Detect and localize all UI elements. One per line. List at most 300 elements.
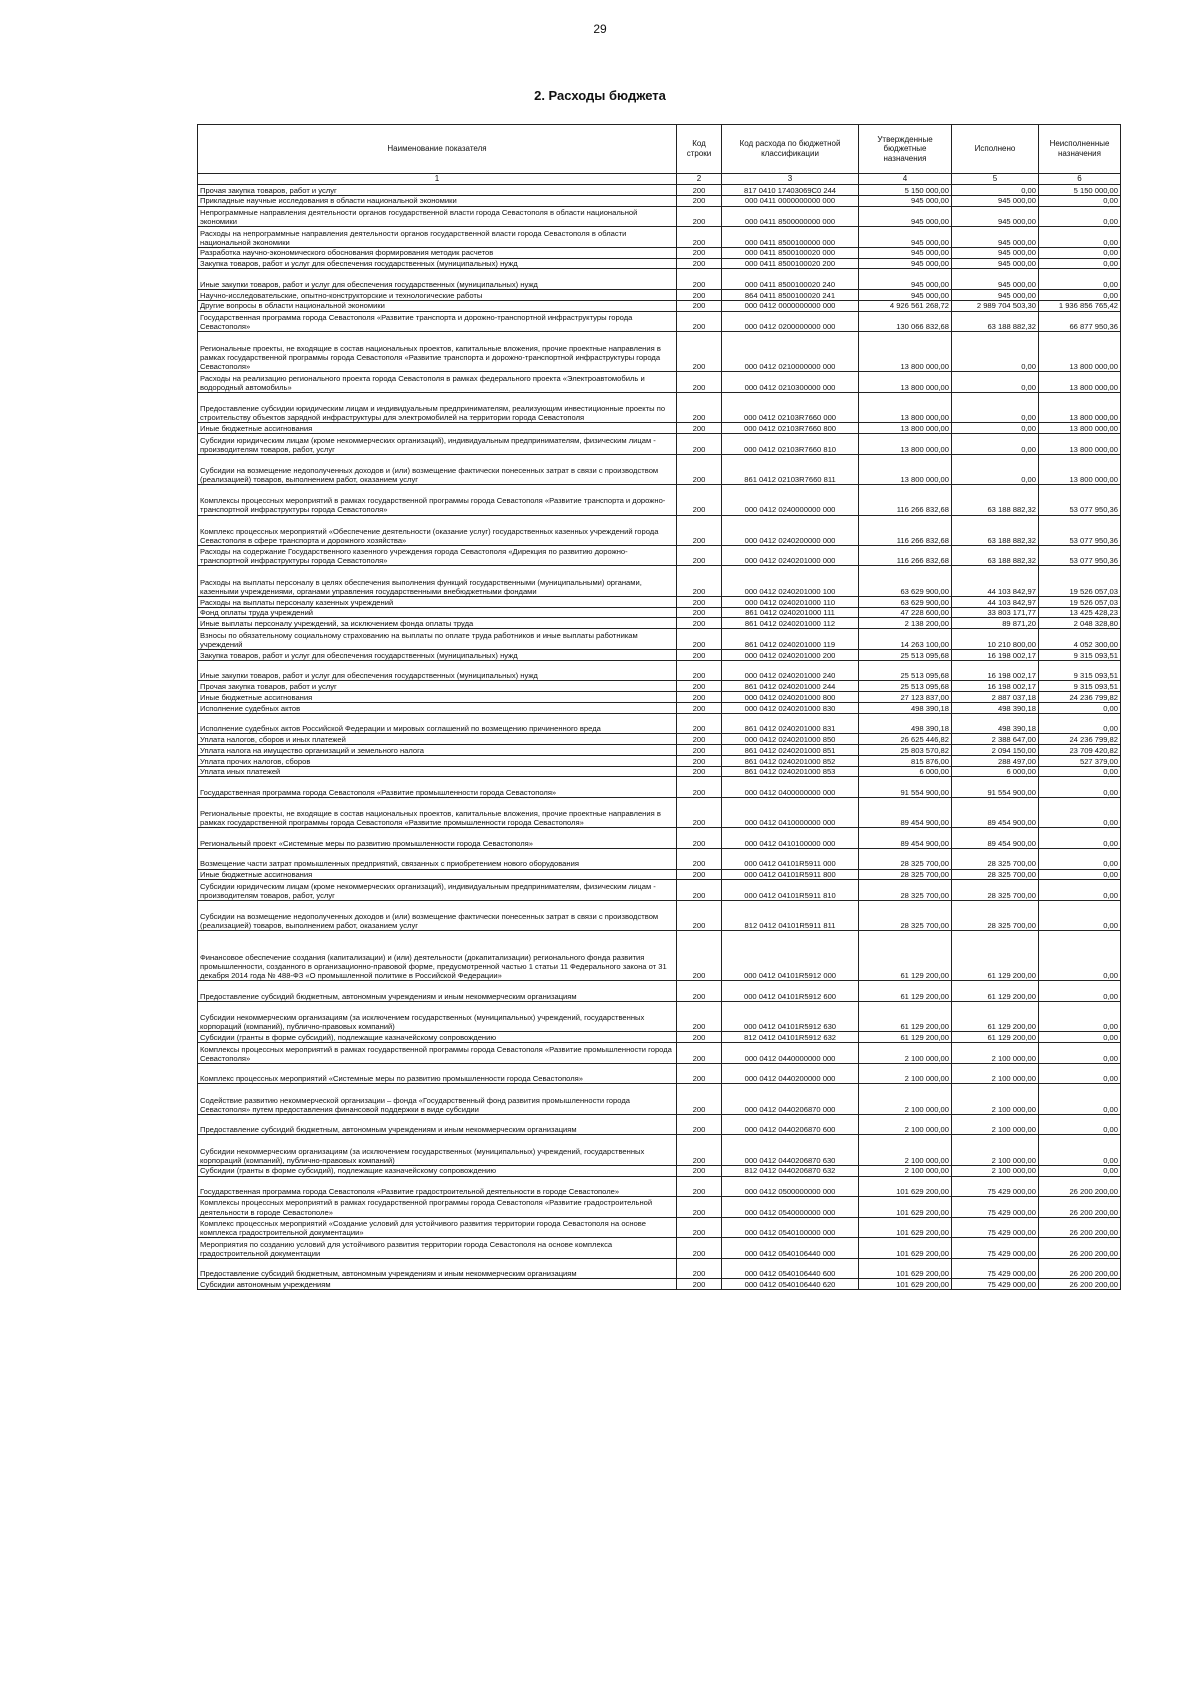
row-unexecuted: 0,00 <box>1039 828 1121 849</box>
row-approved: 116 266 832,68 <box>859 485 952 515</box>
row-line-code: 200 <box>677 900 722 930</box>
table-row <box>198 300 1121 311</box>
row-executed: 2 989 704 503,30 <box>952 300 1039 311</box>
row-executed: 498 390,18 <box>952 702 1039 713</box>
row-line-code: 200 <box>677 1135 722 1165</box>
table-row <box>198 777 1121 798</box>
column-number: 2 <box>677 174 722 185</box>
row-executed: 2 100 000,00 <box>952 1135 1039 1165</box>
row-executed: 28 325 700,00 <box>952 869 1039 880</box>
row-line-code: 200 <box>677 1084 722 1114</box>
row-name: Субсидии (гранты в форме субсидий), подлежащие казначейскому сопровождению <box>198 1032 677 1043</box>
row-unexecuted: 0,00 <box>1039 1084 1121 1114</box>
row-name: Непрограммные направления деятельности органов государственной власти города Севастополя в области национальной экономики <box>198 206 677 227</box>
table-row <box>198 1114 1121 1135</box>
row-name: Субсидии автономным учреждениям <box>198 1279 677 1290</box>
table-row <box>198 869 1121 880</box>
row-classification-code: 000 0412 0240201000 850 <box>722 734 859 745</box>
column-number: 3 <box>722 174 859 185</box>
row-name: Комплексы процессных мероприятий в рамках государственной программы города Севастополя «Развитие транспорта и дорожно-транспортной инфраструктуры города Севастополя» <box>198 485 677 515</box>
row-executed: 28 325 700,00 <box>952 849 1039 870</box>
table-row <box>198 1084 1121 1114</box>
row-approved: 13 800 000,00 <box>859 454 952 484</box>
row-approved: 13 800 000,00 <box>859 372 952 393</box>
row-executed: 33 803 171,77 <box>952 607 1039 618</box>
row-unexecuted: 26 200 200,00 <box>1039 1217 1121 1238</box>
row-line-code: 200 <box>677 607 722 618</box>
row-unexecuted: 0,00 <box>1039 981 1121 1002</box>
row-approved: 498 390,18 <box>859 713 952 734</box>
table-row <box>198 607 1121 618</box>
row-classification-code: 812 0412 0440206870 632 <box>722 1165 859 1176</box>
row-approved: 2 100 000,00 <box>859 1135 952 1165</box>
row-name: Расходы на непрограммные направления деятельности органов государственной власти города Севастополя в области национальной экономики <box>198 227 677 248</box>
row-executed: 75 429 000,00 <box>952 1279 1039 1290</box>
header-line-code: Код строки <box>677 125 722 174</box>
row-name: Уплата налога на имущество организаций и земельного налога <box>198 745 677 756</box>
row-approved: 63 629 900,00 <box>859 596 952 607</box>
table-row <box>198 258 1121 269</box>
row-line-code: 200 <box>677 880 722 901</box>
row-line-code: 200 <box>677 206 722 227</box>
row-classification-code: 000 0412 0410100000 000 <box>722 828 859 849</box>
row-name: Государственная программа города Севастополя «Развитие транспорта и дорожно-транспортной инфраструктуры города Севастополя» <box>198 311 677 332</box>
row-executed: 63 188 882,32 <box>952 515 1039 545</box>
table-row <box>198 1217 1121 1238</box>
row-name: Научно-исследовательские, опытно-конструкторские и технологические работы <box>198 289 677 300</box>
row-classification-code: 861 0412 0240201000 244 <box>722 681 859 692</box>
row-executed: 63 188 882,32 <box>952 545 1039 566</box>
row-unexecuted: 26 200 200,00 <box>1039 1258 1121 1279</box>
row-unexecuted: 0,00 <box>1039 1032 1121 1043</box>
row-approved: 101 629 200,00 <box>859 1197 952 1218</box>
row-line-code: 200 <box>677 392 722 422</box>
row-name: Субсидии юридическим лицам (кроме некоммерческих организаций), индивидуальным предпринимателям, физическим лицам - производителям товаров, работ, услуг <box>198 880 677 901</box>
row-executed: 89 454 900,00 <box>952 798 1039 828</box>
table-row <box>198 485 1121 515</box>
row-classification-code: 000 0412 0000000000 000 <box>722 300 859 311</box>
table-row <box>198 566 1121 596</box>
row-classification-code: 861 0412 0240201000 851 <box>722 745 859 756</box>
row-executed: 44 103 842,97 <box>952 566 1039 596</box>
row-name: Закупка товаров, работ и услуг для обеспечения государственных (муниципальных) нужд <box>198 649 677 660</box>
table-row <box>198 702 1121 713</box>
row-classification-code: 000 0411 0000000000 000 <box>722 195 859 206</box>
row-approved: 116 266 832,68 <box>859 515 952 545</box>
row-executed: 2 100 000,00 <box>952 1114 1039 1135</box>
row-unexecuted: 66 877 950,36 <box>1039 311 1121 332</box>
row-name: Уплата иных платежей <box>198 766 677 777</box>
row-executed: 288 497,00 <box>952 755 1039 766</box>
row-executed: 61 129 200,00 <box>952 1032 1039 1043</box>
table-row <box>198 692 1121 703</box>
row-name: Иные бюджетные ассигнования <box>198 423 677 434</box>
row-classification-code: 000 0412 04101R5911 810 <box>722 880 859 901</box>
table-row <box>198 1258 1121 1279</box>
row-line-code: 200 <box>677 1001 722 1031</box>
row-name: Комплекс процессных мероприятий «Системные меры по развитию промышленности города Севастополя» <box>198 1063 677 1084</box>
table-row <box>198 981 1121 1002</box>
row-unexecuted: 0,00 <box>1039 1135 1121 1165</box>
table-row <box>198 434 1121 455</box>
row-name: Разработка научно-экономического обоснования формирования методик расчетов <box>198 247 677 258</box>
row-executed: 2 100 000,00 <box>952 1043 1039 1064</box>
row-name: Региональные проекты, не входящие в состав национальных проектов, капитальные вложения, прочие проектные направления в рамках государственной программы города Севастополя «Развитие промышленности города Севастополя» <box>198 798 677 828</box>
row-unexecuted: 0,00 <box>1039 1165 1121 1176</box>
row-classification-code: 000 0412 0540000000 000 <box>722 1197 859 1218</box>
row-line-code: 200 <box>677 649 722 660</box>
row-unexecuted: 0,00 <box>1039 227 1121 248</box>
row-unexecuted: 53 077 950,36 <box>1039 545 1121 566</box>
row-line-code: 200 <box>677 454 722 484</box>
row-unexecuted: 0,00 <box>1039 269 1121 290</box>
row-name: Прочая закупка товаров, работ и услуг <box>198 185 677 196</box>
row-name: Предоставление субсидий бюджетным, автономным учреждениям и иным некоммерческим организациям <box>198 1114 677 1135</box>
row-line-code: 200 <box>677 702 722 713</box>
row-line-code: 200 <box>677 692 722 703</box>
row-unexecuted: 26 200 200,00 <box>1039 1176 1121 1197</box>
row-classification-code: 000 0412 0240201000 100 <box>722 566 859 596</box>
row-classification-code: 000 0412 0200000000 000 <box>722 311 859 332</box>
row-approved: 101 629 200,00 <box>859 1258 952 1279</box>
row-classification-code: 000 0412 0240201000 200 <box>722 649 859 660</box>
row-name: Финансовое обеспечение создания (капитализации) и (или) деятельности (докапитализации) регионального фонда развития промышленности, созданного в организационно-правовой форме, предусмотренной частью 1 статьи 11 Федерального закона от 31 декабря 2014 года № 488-ФЗ «О промышленной политике в Российской Федерации» <box>198 931 677 981</box>
row-approved: 26 625 446,82 <box>859 734 952 745</box>
row-classification-code: 861 0412 0240201000 852 <box>722 755 859 766</box>
row-unexecuted: 19 526 057,03 <box>1039 566 1121 596</box>
row-classification-code: 000 0411 8500000000 000 <box>722 206 859 227</box>
header-classification-code: Код расхода по бюджетной классификации <box>722 125 859 174</box>
page-number: 29 <box>593 22 607 36</box>
row-unexecuted: 13 800 000,00 <box>1039 392 1121 422</box>
header-executed: Исполнено <box>952 125 1039 174</box>
row-classification-code: 000 0412 04101R5912 000 <box>722 931 859 981</box>
row-approved: 2 100 000,00 <box>859 1063 952 1084</box>
row-approved: 28 325 700,00 <box>859 869 952 880</box>
row-approved: 61 129 200,00 <box>859 981 952 1002</box>
row-executed: 0,00 <box>952 332 1039 372</box>
row-line-code: 200 <box>677 660 722 681</box>
row-name: Комплекс процессных мероприятий «Создание условий для устойчивого развития территории города Севастополя на основе комплекса градостроительной документации» <box>198 1217 677 1238</box>
row-name: Предоставление субсидий бюджетным, автономным учреждениям и иным некоммерческим организациям <box>198 981 677 1002</box>
row-approved: 25 803 570,82 <box>859 745 952 756</box>
table-row <box>198 1063 1121 1084</box>
row-line-code: 200 <box>677 195 722 206</box>
row-approved: 25 513 095,68 <box>859 660 952 681</box>
row-line-code: 200 <box>677 485 722 515</box>
row-unexecuted: 0,00 <box>1039 880 1121 901</box>
row-line-code: 200 <box>677 755 722 766</box>
row-name: Комплексы процессных мероприятий в рамках государственной программы города Севастополя «Развитие градостроительной деятельности в городе Севастополе» <box>198 1197 677 1218</box>
row-approved: 945 000,00 <box>859 289 952 300</box>
row-classification-code: 000 0412 0440206870 630 <box>722 1135 859 1165</box>
row-name: Предоставление субсидии юридическим лицам и индивидуальным предпринимателям, реализующим инвестиционные проекты по строительству объектов зарядной инфраструктуры для электромобилей на территории города Севастополя <box>198 392 677 422</box>
table-row <box>198 1279 1121 1290</box>
table-row <box>198 734 1121 745</box>
table-row <box>198 713 1121 734</box>
row-approved: 2 100 000,00 <box>859 1084 952 1114</box>
table-row <box>198 1032 1121 1043</box>
row-classification-code: 812 0412 04101R5911 811 <box>722 900 859 930</box>
row-unexecuted: 0,00 <box>1039 1114 1121 1135</box>
row-approved: 2 138 200,00 <box>859 618 952 629</box>
row-name: Расходы на выплаты персоналу казенных учреждений <box>198 596 677 607</box>
header-approved: Утвержденные бюджетные назначения <box>859 125 952 174</box>
table-row <box>198 269 1121 290</box>
row-approved: 945 000,00 <box>859 195 952 206</box>
row-approved: 815 876,00 <box>859 755 952 766</box>
table-row <box>198 311 1121 332</box>
row-classification-code: 000 0412 0240201000 240 <box>722 660 859 681</box>
table-row <box>198 745 1121 756</box>
table-row <box>198 755 1121 766</box>
row-approved: 2 100 000,00 <box>859 1165 952 1176</box>
row-classification-code: 000 0412 04101R5912 600 <box>722 981 859 1002</box>
row-executed: 0,00 <box>952 185 1039 196</box>
row-name: Государственная программа города Севастополя «Развитие промышленности города Севастополя» <box>198 777 677 798</box>
row-line-code: 200 <box>677 981 722 1002</box>
row-classification-code: 861 0412 02103R7660 811 <box>722 454 859 484</box>
row-executed: 44 103 842,97 <box>952 596 1039 607</box>
table-row <box>198 931 1121 981</box>
row-classification-code: 000 0412 0540106440 620 <box>722 1279 859 1290</box>
row-classification-code: 000 0411 8500100020 240 <box>722 269 859 290</box>
row-line-code: 200 <box>677 596 722 607</box>
row-line-code: 200 <box>677 1063 722 1084</box>
row-name: Субсидии некоммерческим организациям (за исключением государственных (муниципальных) учреждений, государственных корпораций (компаний), публично-правовых компаний) <box>198 1001 677 1031</box>
row-classification-code: 000 0412 0240200000 000 <box>722 515 859 545</box>
row-classification-code: 000 0412 0210300000 000 <box>722 372 859 393</box>
row-line-code: 200 <box>677 1279 722 1290</box>
row-approved: 61 129 200,00 <box>859 931 952 981</box>
row-name: Иные закупки товаров, работ и услуг для обеспечения государственных (муниципальных) нужд <box>198 269 677 290</box>
row-approved: 14 263 100,00 <box>859 629 952 650</box>
row-unexecuted: 13 800 000,00 <box>1039 434 1121 455</box>
row-line-code: 200 <box>677 566 722 596</box>
row-line-code: 200 <box>677 618 722 629</box>
row-approved: 101 629 200,00 <box>859 1279 952 1290</box>
row-unexecuted: 0,00 <box>1039 798 1121 828</box>
row-line-code: 200 <box>677 849 722 870</box>
row-approved: 13 800 000,00 <box>859 332 952 372</box>
row-unexecuted: 13 425 428,23 <box>1039 607 1121 618</box>
row-name: Субсидии юридическим лицам (кроме некоммерческих организаций), индивидуальным предпринимателям, физическим лицам - производителям товаров, работ, услуг <box>198 434 677 455</box>
row-classification-code: 000 0412 02103R7660 800 <box>722 423 859 434</box>
table-row <box>198 629 1121 650</box>
column-number: 1 <box>198 174 677 185</box>
row-line-code: 200 <box>677 1165 722 1176</box>
table-row <box>198 289 1121 300</box>
row-executed: 2 388 647,00 <box>952 734 1039 745</box>
row-executed: 16 198 002,17 <box>952 660 1039 681</box>
row-unexecuted: 0,00 <box>1039 1063 1121 1084</box>
row-executed: 0,00 <box>952 392 1039 422</box>
table-row <box>198 596 1121 607</box>
row-executed: 2 094 150,00 <box>952 745 1039 756</box>
row-name: Региональные проекты, не входящие в состав национальных проектов, капитальные вложения, прочие проектные направления в рамках государственной программы города Севастополя «Развитие транспорта и дорожно-транспортной инфраструктуры города Севастополя» <box>198 332 677 372</box>
row-line-code: 200 <box>677 1197 722 1218</box>
row-classification-code: 000 0412 04101R5911 000 <box>722 849 859 870</box>
column-number: 4 <box>859 174 952 185</box>
row-unexecuted: 0,00 <box>1039 702 1121 713</box>
table-row <box>198 1135 1121 1165</box>
table-row <box>198 1176 1121 1197</box>
row-executed: 498 390,18 <box>952 713 1039 734</box>
table-row <box>198 660 1121 681</box>
table-row <box>198 206 1121 227</box>
row-executed: 6 000,00 <box>952 766 1039 777</box>
row-executed: 2 887 037,18 <box>952 692 1039 703</box>
row-name: Государственная программа города Севастополя «Развитие градостроительной деятельности в городе Севастополе» <box>198 1176 677 1197</box>
row-approved: 89 454 900,00 <box>859 798 952 828</box>
row-executed: 945 000,00 <box>952 227 1039 248</box>
row-executed: 63 188 882,32 <box>952 311 1039 332</box>
row-name: Субсидии некоммерческим организациям (за исключением государственных (муниципальных) учреждений, государственных корпораций (компаний), публично-правовых компаний) <box>198 1135 677 1165</box>
row-executed: 89 871,20 <box>952 618 1039 629</box>
row-executed: 2 100 000,00 <box>952 1063 1039 1084</box>
row-name: Взносы по обязательному социальному страхованию на выплаты по оплате труда работников и иные выплаты работникам учреждений <box>198 629 677 650</box>
header-indicator-name: Наименование показателя <box>198 125 677 174</box>
row-executed: 2 100 000,00 <box>952 1165 1039 1176</box>
row-approved: 89 454 900,00 <box>859 828 952 849</box>
row-classification-code: 000 0412 0410000000 000 <box>722 798 859 828</box>
row-unexecuted: 19 526 057,03 <box>1039 596 1121 607</box>
row-executed: 945 000,00 <box>952 269 1039 290</box>
row-unexecuted: 26 200 200,00 <box>1039 1279 1121 1290</box>
row-approved: 27 123 837,00 <box>859 692 952 703</box>
row-name: Исполнение судебных актов <box>198 702 677 713</box>
row-executed: 75 429 000,00 <box>952 1238 1039 1259</box>
table-row <box>198 332 1121 372</box>
row-classification-code: 864 0411 8500100020 241 <box>722 289 859 300</box>
table-row <box>198 798 1121 828</box>
row-line-code: 200 <box>677 713 722 734</box>
table-row <box>198 1197 1121 1218</box>
row-name: Прикладные научные исследования в области национальной экономики <box>198 195 677 206</box>
row-classification-code: 000 0412 0440000000 000 <box>722 1043 859 1064</box>
column-number: 5 <box>952 174 1039 185</box>
row-approved: 25 513 095,68 <box>859 681 952 692</box>
row-unexecuted: 24 236 799,82 <box>1039 692 1121 703</box>
row-executed: 75 429 000,00 <box>952 1176 1039 1197</box>
row-approved: 13 800 000,00 <box>859 392 952 422</box>
row-line-code: 200 <box>677 545 722 566</box>
row-classification-code: 000 0412 0240201000 800 <box>722 692 859 703</box>
row-name: Содействие развитию некоммерческой организации – фонда «Государственный фонд развития промышленности города Севастополя» путем предоставления финансовой поддержки в виде субсидии <box>198 1084 677 1114</box>
row-approved: 2 100 000,00 <box>859 1114 952 1135</box>
row-line-code: 200 <box>677 869 722 880</box>
row-line-code: 200 <box>677 434 722 455</box>
row-name: Прочая закупка товаров, работ и услуг <box>198 681 677 692</box>
row-unexecuted: 53 077 950,36 <box>1039 515 1121 545</box>
row-classification-code: 000 0412 0500000000 000 <box>722 1176 859 1197</box>
row-line-code: 200 <box>677 227 722 248</box>
row-name: Фонд оплаты труда учреждений <box>198 607 677 618</box>
column-number: 6 <box>1039 174 1121 185</box>
row-executed: 63 188 882,32 <box>952 485 1039 515</box>
row-unexecuted: 0,00 <box>1039 1043 1121 1064</box>
row-name: Возмещение части затрат промышленных предприятий, связанных с приобретением нового оборудования <box>198 849 677 870</box>
row-name: Предоставление субсидий бюджетным, автономным учреждениям и иным некоммерческим организациям <box>198 1258 677 1279</box>
row-classification-code: 812 0412 04101R5912 632 <box>722 1032 859 1043</box>
row-unexecuted: 0,00 <box>1039 713 1121 734</box>
row-classification-code: 000 0412 0540106440 600 <box>722 1258 859 1279</box>
row-unexecuted: 0,00 <box>1039 258 1121 269</box>
row-executed: 61 129 200,00 <box>952 1001 1039 1031</box>
row-executed: 0,00 <box>952 454 1039 484</box>
row-line-code: 200 <box>677 828 722 849</box>
row-classification-code: 000 0411 8500100020 000 <box>722 247 859 258</box>
table-row <box>198 423 1121 434</box>
row-approved: 13 800 000,00 <box>859 423 952 434</box>
row-name: Иные бюджетные ассигнования <box>198 692 677 703</box>
row-line-code: 200 <box>677 777 722 798</box>
row-unexecuted: 9 315 093,51 <box>1039 660 1121 681</box>
row-line-code: 200 <box>677 1238 722 1259</box>
row-name: Иные выплаты персоналу учреждений, за исключением фонда оплаты труда <box>198 618 677 629</box>
table-row <box>198 880 1121 901</box>
table-row <box>198 900 1121 930</box>
row-name: Иные бюджетные ассигнования <box>198 869 677 880</box>
row-name: Другие вопросы в области национальной экономики <box>198 300 677 311</box>
row-unexecuted: 26 200 200,00 <box>1039 1197 1121 1218</box>
row-name: Расходы на содержание Государственного казенного учреждения города Севастополя «Дирекция по развитию дорожно-транспортной инфраструктуры города Севастополя» <box>198 545 677 566</box>
row-unexecuted: 26 200 200,00 <box>1039 1238 1121 1259</box>
row-approved: 945 000,00 <box>859 269 952 290</box>
row-approved: 945 000,00 <box>859 227 952 248</box>
row-line-code: 200 <box>677 734 722 745</box>
row-line-code: 200 <box>677 1043 722 1064</box>
row-approved: 47 228 600,00 <box>859 607 952 618</box>
section-title: 2. Расходы бюджета <box>534 88 666 103</box>
row-unexecuted: 0,00 <box>1039 849 1121 870</box>
table-row <box>198 766 1121 777</box>
row-line-code: 200 <box>677 258 722 269</box>
row-executed: 0,00 <box>952 372 1039 393</box>
row-approved: 101 629 200,00 <box>859 1176 952 1197</box>
row-line-code: 200 <box>677 681 722 692</box>
row-executed: 75 429 000,00 <box>952 1217 1039 1238</box>
row-executed: 0,00 <box>952 434 1039 455</box>
row-executed: 945 000,00 <box>952 206 1039 227</box>
row-line-code: 200 <box>677 332 722 372</box>
budget-expenses-table <box>197 124 1121 1290</box>
row-line-code: 200 <box>677 185 722 196</box>
row-unexecuted: 0,00 <box>1039 1001 1121 1031</box>
header-unexecuted: Неисполненные назначения <box>1039 125 1121 174</box>
row-line-code: 200 <box>677 372 722 393</box>
row-name: Иные закупки товаров, работ и услуг для обеспечения государственных (муниципальных) нужд <box>198 660 677 681</box>
row-classification-code: 000 0412 04101R5911 800 <box>722 869 859 880</box>
row-unexecuted: 0,00 <box>1039 900 1121 930</box>
table-row <box>198 247 1121 258</box>
table-header-row <box>198 125 1121 174</box>
table-row <box>198 392 1121 422</box>
row-executed: 61 129 200,00 <box>952 981 1039 1002</box>
row-unexecuted: 0,00 <box>1039 195 1121 206</box>
row-unexecuted: 2 048 328,80 <box>1039 618 1121 629</box>
row-classification-code: 000 0412 0400000000 000 <box>722 777 859 798</box>
row-name: Субсидии на возмещение недополученных доходов и (или) возмещение фактически понесенных затрат в связи с производством (реализацией) товаров, выполнением работ, оказанием услуг <box>198 454 677 484</box>
row-classification-code: 861 0412 0240201000 111 <box>722 607 859 618</box>
row-unexecuted: 13 800 000,00 <box>1039 372 1121 393</box>
row-approved: 61 129 200,00 <box>859 1001 952 1031</box>
row-approved: 945 000,00 <box>859 206 952 227</box>
table-row <box>198 849 1121 870</box>
row-classification-code: 000 0412 0240000000 000 <box>722 485 859 515</box>
table-row <box>198 681 1121 692</box>
row-line-code: 200 <box>677 1217 722 1238</box>
